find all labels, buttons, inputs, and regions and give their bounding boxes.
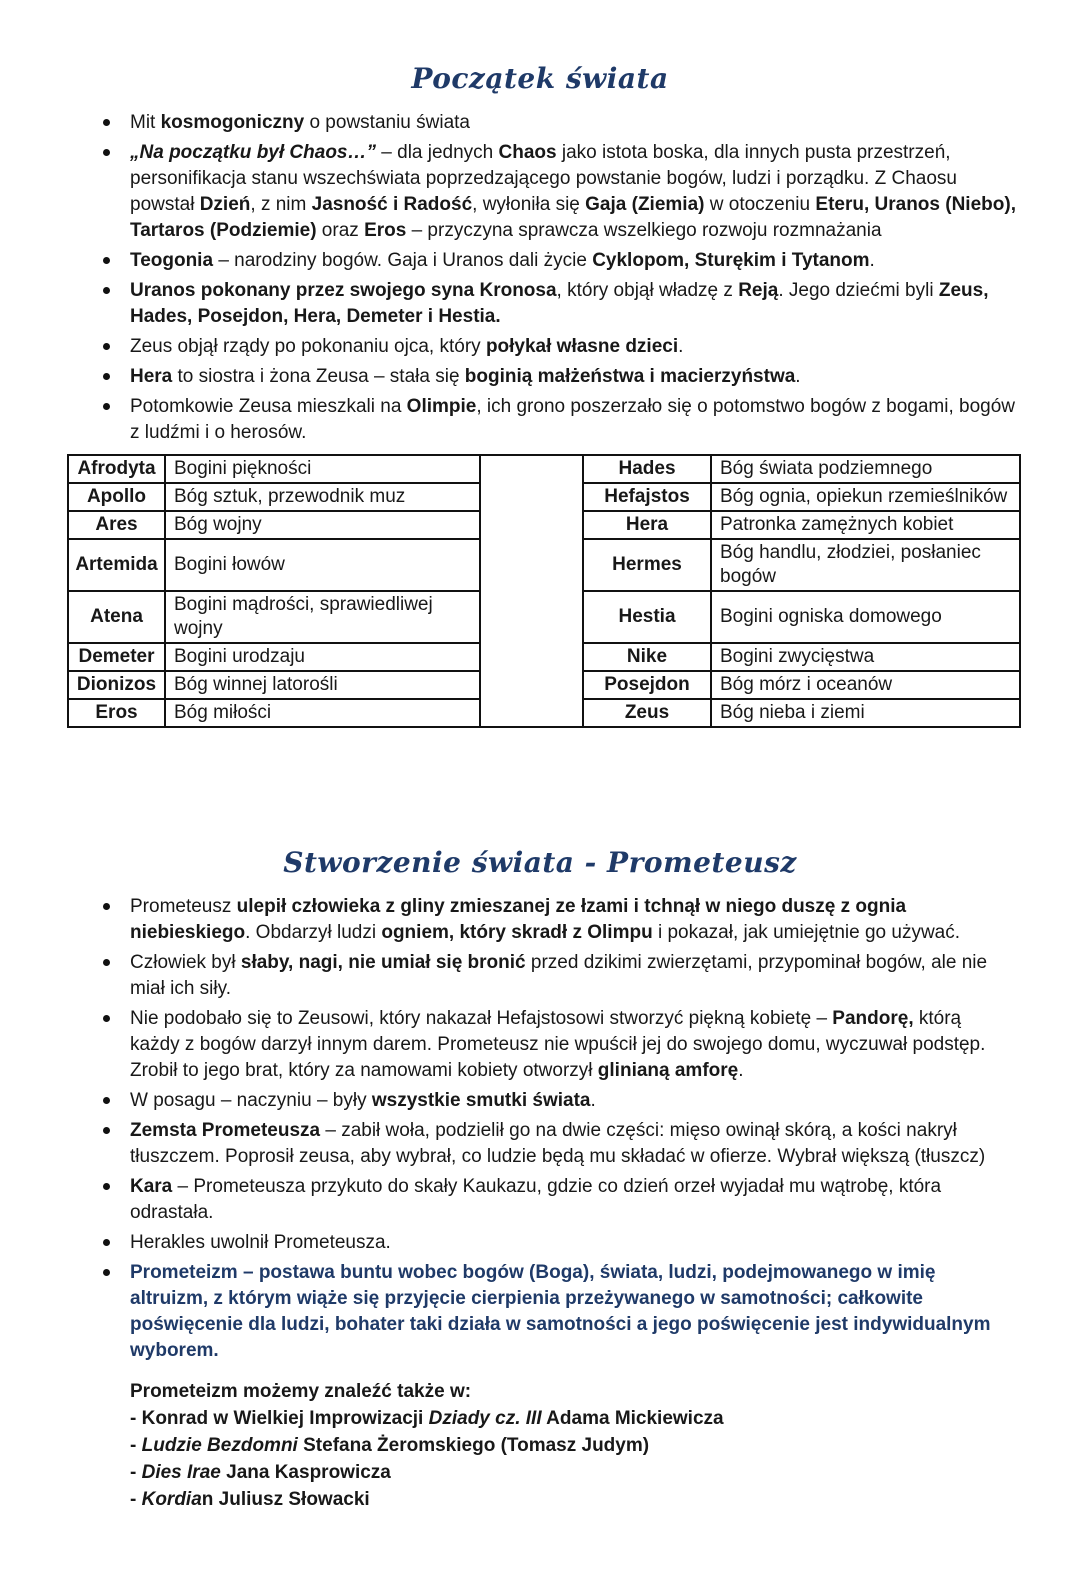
text-segment: Olimpie [406,396,477,417]
god-desc-cell: Bóg sztuk, przewodnik muz [165,483,480,511]
god-desc-cell: Bóg świata podziemnego [711,455,1020,483]
text-segment: Człowiek był [130,952,241,973]
text-segment: „Na początku był Chaos…” [130,142,376,163]
text-segment: boginią małżeństwa i macierzyństwa [464,366,796,387]
text-segment: – narodziny bogów. Gaja i Uranos dali życie [213,250,593,271]
god-name-cell: Nike [583,643,711,671]
god-desc-cell: Bóg wojny [165,511,480,539]
text-segment: Prometeusz [130,896,237,917]
examples-list [130,1405,1016,1513]
section2-title: Stworzenie świata - Prometeusz [283,846,797,879]
text-segment: . [795,366,801,387]
text-segment: Kara [130,1176,173,1197]
god-name-cell: Hefajstos [583,483,711,511]
bullet-item [130,278,1016,330]
text-segment: Jana Kasprowicza [220,1462,391,1483]
text-segment: Teogonia [130,250,214,271]
text-segment: Dzień [199,194,251,215]
text-segment: przed dzikimi zwierzętami, przypominał bogów, ale nie miał ich siły. [130,952,988,999]
text-segment: - [130,1462,142,1483]
god-desc-cell: Bogini mądrości, sprawiedliwej wojny [165,591,480,643]
text-segment: . [738,1060,744,1081]
bullet-item [130,1174,1016,1226]
text-segment: ogniem, który skradł z Olimpu [381,922,653,943]
text-segment: Uranos pokonany przez swojego syna Kronosa [130,280,557,301]
bullet-item [130,394,1016,446]
god-name-cell: Eros [68,699,165,727]
text-segment: Nie podobało się to Zeusowi, który nakazał Hefajstosowi stworzyć piękną kobietę – [130,1008,833,1029]
god-name-cell: Artemida [68,539,165,591]
god-desc-cell: Bogini ogniska domowego [711,591,1020,643]
section2-bullet-list [0,894,1080,1364]
example-line [130,1459,1016,1486]
text-segment: jako istota boska, dla innych pusta przestrzeń, personifikacja stanu wszechświata poprzedzającego powstanie bogów, ludzi i porządku. Z Chaosu powstał [130,142,957,215]
text-segment: i pokazał, jak umiejętnie go używać. [652,922,961,943]
text-segment: - [130,1435,142,1456]
bullet-item [130,1006,1016,1084]
prometeizm-examples-block [130,1378,1016,1513]
text-segment: Mit [130,112,161,133]
text-segment: Pandorę, [832,1008,914,1029]
text-segment: . [869,250,875,271]
god-desc-cell: Bogini zwycięstwa [711,643,1020,671]
god-name-cell: Atena [68,591,165,643]
text-segment: Herakles uwolnił Prometeusza. [130,1232,391,1253]
bullet-item [130,364,1016,390]
text-segment: Eteru, Uranos (Niebo), Tartaros (Podziemie) [130,194,1016,241]
god-name-cell: Hestia [583,591,711,643]
text-segment: , wyłoniła się [472,194,586,215]
example-line [130,1432,1016,1459]
text-segment: glinianą amforę [597,1060,739,1081]
bullet-item [130,1230,1016,1256]
text-segment: połykał własne dzieci [485,336,679,357]
god-name-cell: Posejdon [583,671,711,699]
text-segment: – zabił woła, podzielił go na dwie części: mięso owinął skórą, a kości nakrył tłuszczem. Poprosił zeusa, aby wybrał, co ludzie będą mu składać w ofierze. Wybrał większą (tłuszcz) [130,1120,986,1167]
text-segment: Eros [364,220,407,241]
text-segment: - Konrad w Wielkiej Improwizacji [130,1408,429,1429]
god-desc-cell: Bóg mórz i oceanów [711,671,1020,699]
document-page [0,62,1080,1589]
god-desc-cell: Bóg nieba i ziemi [711,699,1020,727]
gods-table [67,454,1021,728]
god-desc-cell: Patronka zamężnych kobiet [711,511,1020,539]
god-name-cell: Ares [68,511,165,539]
text-segment: . [678,336,684,357]
text-segment: . Jego dziećmi byli [778,280,939,301]
god-name-cell: Demeter [68,643,165,671]
god-name-cell: Hermes [583,539,711,591]
god-desc-cell: Bóg miłości [165,699,480,727]
text-segment: Gaja (Ziemia) [585,194,705,215]
examples-heading: Prometeizm możemy znaleźć także w: [130,1381,472,1402]
bullet-item [130,334,1016,360]
text-segment: Prometeizm – postawa buntu wobec bogów (Boga), świata, ludzi, podejmowanego w imię altruizm, z którym wiąże się przyjęcie cierpienia przeżywanego w samotności; całkowite poświęcenie dla ludzi, bohater taki działa w samotności a jego poświęcenie jest indywidualnym wyborem. [130,1262,991,1361]
text-segment: Reją [738,280,779,301]
example-line [130,1486,1016,1513]
text-segment: Jasność i Radość [311,194,473,215]
text-segment: w otoczeniu [704,194,816,215]
text-segment: Stefana Żeromskiego (Tomasz Judym) [297,1435,650,1456]
text-segment: Zemsta Prometeusza [130,1120,321,1141]
text-segment: Adama Mickiewicza [541,1408,724,1429]
god-name-cell: Hades [583,455,711,483]
text-segment: Chaos [498,142,557,163]
god-name-cell: Zeus [583,699,711,727]
text-segment: Hera [130,366,173,387]
text-segment: – dla jednych [376,142,499,163]
text-segment: którą każdy z bogów darzył innym darem. Prometeusz nie wpuścił jej do swojego domu, wyczuwał podstęp. Zrobił to jego brat, który za namowami kobiety otworzył [130,1008,986,1081]
god-name-cell: Dionizos [68,671,165,699]
text-segment: W posagu – naczyniu – były [130,1090,372,1111]
text-segment: kosmogoniczny [160,112,305,133]
god-desc-cell: Bóg ognia, opiekun rzemieślników [711,483,1020,511]
gods-table-body [68,455,1020,727]
text-segment: Dziady cz. III [428,1408,542,1429]
text-segment: . [590,1090,596,1111]
text-segment: , z nim [250,194,312,215]
text-segment: Zeus objął rządy po pokonaniu ojca, który [130,336,486,357]
text-segment: Ludzie Bezdomni [141,1435,298,1456]
text-segment: ulepił człowieka z gliny zmieszanej ze łzami i tchnął w niego duszę z ognia niebieskiego [130,896,907,943]
text-segment: Dies Irae [141,1462,221,1483]
text-segment: , który objął władzę z [556,280,739,301]
text-segment: – przyczyna sprawcza wszelkiego rozwoju rozmnażania [406,220,882,241]
text-segment: . Obdarzył ludzi [245,922,382,943]
section1-bullet-list [0,110,1080,446]
table-gap-cell [480,455,583,727]
text-segment: – Prometeusza przykuto do skały Kaukazu, gdzie co dzień orzeł wyjadał mu wątrobę, która odrastała. [130,1176,942,1223]
god-name-cell: Afrodyta [68,455,165,483]
god-desc-cell: Bogini piękności [165,455,480,483]
god-name-cell: Apollo [68,483,165,511]
god-desc-cell: Bogini łowów [165,539,480,591]
text-segment: o powstaniu świata [304,112,471,133]
text-segment: Potomkowie Zeusa mieszkali na [130,396,407,417]
text-segment: to siostra i żona Zeusa – stała się [172,366,465,387]
section1-title: Początek świata [411,62,669,95]
bullet-item [130,248,1016,274]
text-segment: oraz [316,220,365,241]
text-segment: , ich grono poszerzało się o potomstwo bogów z bogami, bogów z ludźmi i o herosów. [130,396,1015,443]
bullet-item [130,1260,1016,1364]
text-segment: Kordia [141,1489,202,1510]
table-row [68,455,1020,483]
text-segment: Cyklopom, Sturękim i Tytanom [592,250,870,271]
text-segment: n Juliusz Słowacki [201,1489,370,1510]
text-segment: Zeus, Hades, Posejdon, Hera, Demeter i Hestia. [130,280,989,327]
bullet-item [130,140,1016,244]
text-segment: słaby, nagi, nie umiał się bronić [240,952,526,973]
bullet-item [130,950,1016,1002]
bullet-item [130,110,1016,136]
bullet-item [130,1088,1016,1114]
god-desc-cell: Bóg winnej latorośli [165,671,480,699]
bullet-item [130,894,1016,946]
example-line [130,1405,1016,1432]
god-desc-cell: Bogini urodzaju [165,643,480,671]
bullet-item [130,1118,1016,1170]
god-name-cell: Hera [583,511,711,539]
god-desc-cell: Bóg handlu, złodziei, posłaniec bogów [711,539,1020,591]
text-segment: wszystkie smutki świata [371,1090,591,1111]
text-segment: - [130,1489,142,1510]
